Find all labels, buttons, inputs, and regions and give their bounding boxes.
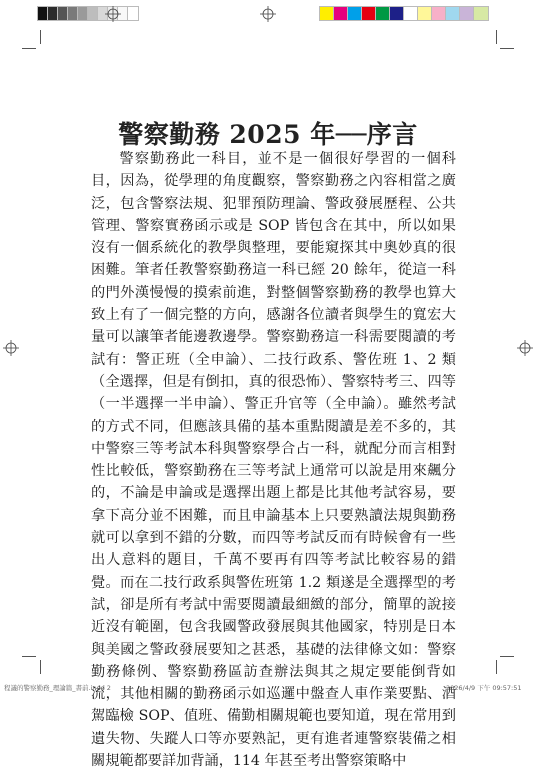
color-swatch (320, 7, 334, 20)
color-swatch (78, 7, 88, 20)
page-title: 警察勤務 2025 年──序言 (118, 119, 418, 149)
registration-mark-icon (3, 340, 19, 356)
color-swatch (48, 7, 58, 20)
color-swatch (38, 7, 48, 20)
registration-mark-icon (260, 6, 276, 22)
color-swatch (446, 7, 460, 20)
color-swatch (348, 7, 362, 20)
footer-filename: 程議的警察勤務_理論篇_書前.indd 2 (4, 684, 111, 692)
paragraph: 警察勤務此一科目，並不是一個很好學習的一個科目，因為，從學理的角度觀察，警察勤務之內容相當之廣泛，包含警察法規、犯罪預防理論、警政發展歷程、公共管理、警察實務函示或是 SOP 皆包含在其中，所以如果沒有一個系統化的教學與整理，要能窺探其中奧妙真的很困難。筆者任教警察勤務這一科已經 20 餘年，從這一科的門外漢慢慢的摸索前進，對整個警察勤務的教學也算大致上有了一個完整的方向，感謝各位讀者與學生的寬宏大量可以讓筆者能邊教邊學。警察勤務這一科需要閱讀的考試有：警正班（全申論）、二技行政系、警佐班 1、2 類（全選擇，但是有倒扣，真的很恐怖）、警察特考三、四等（一半選擇一半申論）、警正升官等（全申論）。雖然考試的方式不同，但應該具備的基本重點閱讀是差不多的，其中警察三等考試本科與警察學合占一科，就配分而言相對性比較低，警察勤務在三等考試上通常可以說是用來飆分的，不論是申論或是選擇出題上都是比其他考試容易，要拿下高分並不困難，而且申論基本上只要熟讀法規與勤務就可以拿到不錯的分數，而四等考試反而有時候會有一些出人意料的題目，千萬不要再有四等考試比較容易的錯覺。而在二技行政系與警佐班第 1.2 類遂是全選擇型的考試，卻是所有考試中需要閱讀最細緻的部分，簡單的說接近沒有範圍，包含我國警政發展與其他國家，特別是日本與美國之警政發展要知之甚悉，基礎的法律條文如：警察勤務條例、警察勤務區訪查辦法與其之規定要能倒背如流，其他相關的勤務函示如巡邏中盤查人車作業要點、酒駕臨檢 SOP、值班、備勤相關規範也要知道，現在常用到遺失物、失蹤人口等亦要熟記，更有進者連警察裝備之相關規範都要詳加背誦，114 年甚至考出警察策略中 (91, 151, 456, 770)
color-swatch (390, 7, 404, 20)
footer-timestamp: 2026/4/9 下午 09:57:51 (446, 684, 522, 692)
cmyk-color-bar (320, 7, 488, 20)
body-text (91, 148, 456, 772)
crop-mark (40, 30, 41, 44)
color-swatch (334, 7, 348, 20)
color-swatch (362, 7, 376, 20)
crop-mark (40, 660, 41, 674)
color-swatch (418, 7, 432, 20)
color-swatch (404, 7, 418, 20)
registration-mark-icon (105, 6, 121, 22)
color-swatch (58, 7, 68, 20)
crop-mark (496, 30, 497, 44)
color-swatch (432, 7, 446, 20)
color-swatch (460, 7, 474, 20)
color-swatch (128, 7, 138, 20)
color-swatch (68, 7, 78, 20)
crop-mark (496, 660, 497, 674)
crop-mark (500, 656, 514, 657)
grayscale-color-bar (38, 7, 138, 20)
registration-mark-icon (517, 340, 533, 356)
color-swatch (88, 7, 98, 20)
crop-mark (22, 48, 36, 49)
color-swatch (474, 7, 488, 20)
crop-mark (500, 48, 514, 49)
crop-mark (22, 656, 36, 657)
color-swatch (376, 7, 390, 20)
